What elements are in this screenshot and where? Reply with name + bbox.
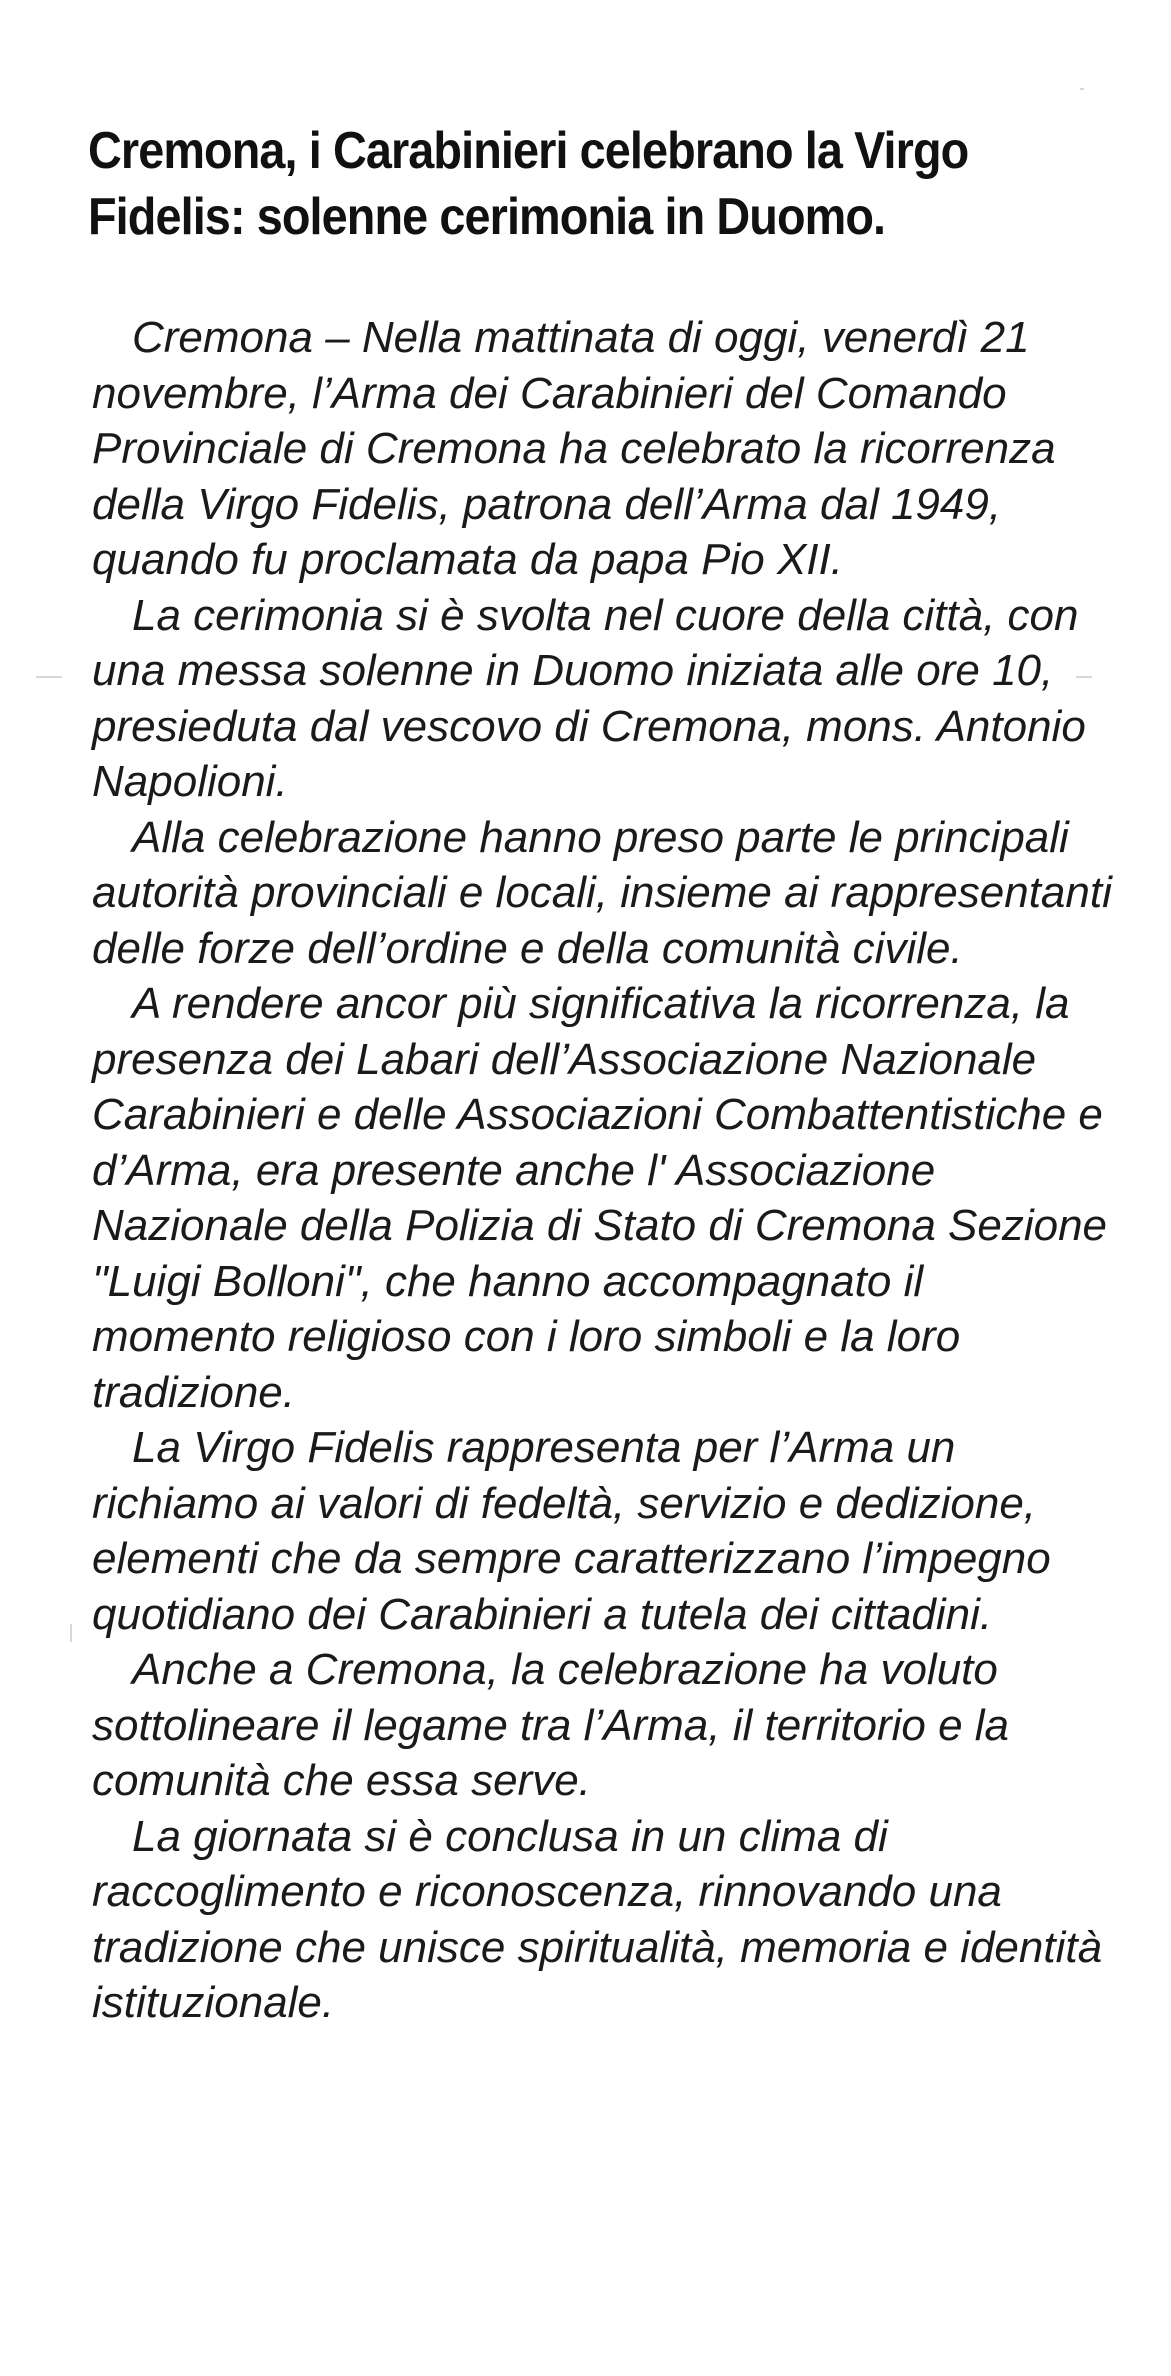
article-title: Cremona, i Carabinieri celebrano la Virgo Fidelis: solenne cerimonia in Duomo.: [88, 122, 969, 246]
article-paragraph: La cerimonia si è svolta nel cuore della città, con una messa solenne in Duomo iniziata alle ore 10, presieduta dal vescovo di Cremona, mons. Antonio Napolioni.: [92, 590, 1086, 806]
article-paragraph: La giornata si è conclusa in un clima di raccoglimento e riconoscenza, rinnovando una tradizione che unisce spiritualità, memoria e identità istituzionale.: [92, 1811, 1103, 2027]
article-paragraph: La Virgo Fidelis rappresenta per l’Arma un richiamo ai valori di fedeltà, servizio e dedizione, elementi che da sempre caratterizzano l’impegno quotidiano dei Carabinieri a tutela dei cittadini.: [92, 1423, 1051, 1639]
scan-mark: [70, 1624, 72, 1642]
scan-mark: [1080, 88, 1084, 90]
article-paragraph: Cremona – Nella mattinata di oggi, venerdì 21 novembre, l’Arma dei Carabinieri del Comando Provinciale di Cremona ha celebrato la ricorrenza della Virgo Fidelis, patrona dell’Arma dal 1949, quando fu proclamata da papa Pio XII.: [92, 313, 1056, 584]
scan-mark: [36, 676, 62, 678]
article-body: [92, 310, 1112, 2031]
article-paragraph: A rendere ancor più significativa la ricorrenza, la presenza dei Labari dell’Associazione Nazionale Carabinieri e delle Associazioni Combattentistiche e d’Arma, era presente anche l' Associazione Nazionale della Polizia di Stato di Cremona Sezione "Luigi Bolloni", che hanno accompagnato il momento religioso con i loro simboli e la loro tradizione.: [92, 979, 1108, 1417]
article-paragraph: Alla celebrazione hanno preso parte le principali autorità provinciali e locali, insieme ai rappresentanti delle forze dell’ordine e della comunità civile.: [92, 812, 1112, 973]
article-paragraph: Anche a Cremona, la celebrazione ha voluto sottolineare il legame tra l’Arma, il territorio e la comunità che essa serve.: [92, 1645, 1010, 1805]
